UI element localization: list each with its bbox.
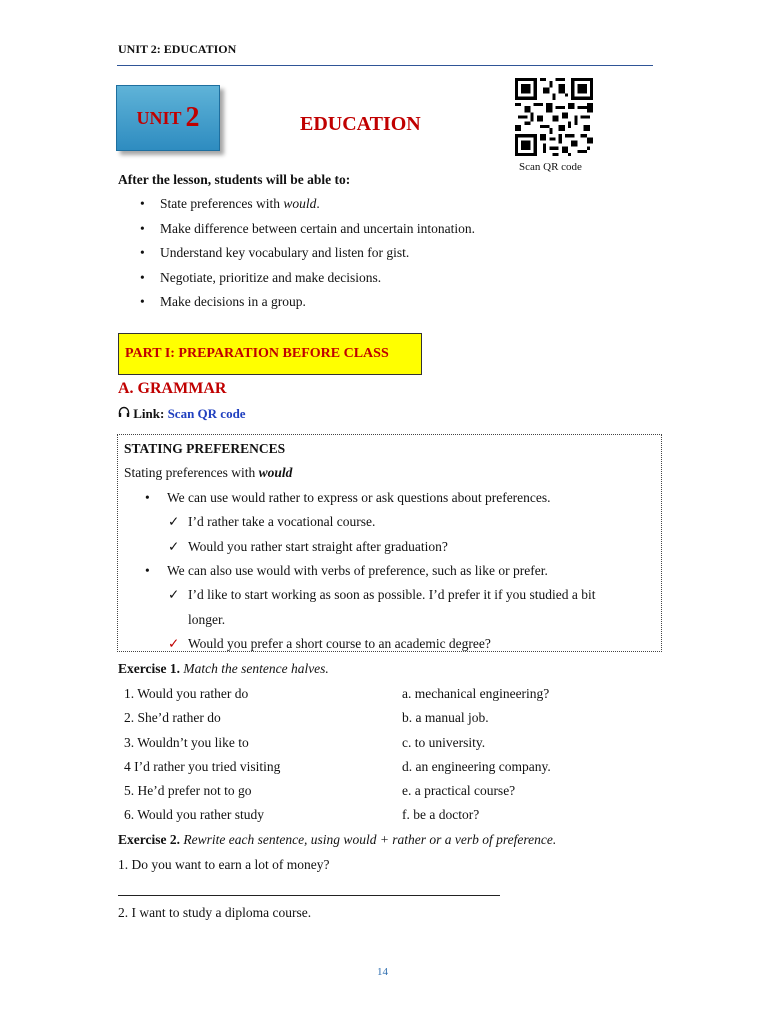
objectives-intro: After the lesson, students will be able to: [118, 172, 351, 187]
objective-text: State preferences with would. [160, 196, 320, 211]
exercise-2-question: 2. I want to study a diploma course. [118, 905, 312, 920]
exercise-1-left-item: 4 I’d rather you tried visiting [124, 759, 281, 774]
grammar-subtitle-emphasis: would [258, 465, 293, 480]
exercise-2-question: 1. Do you want to earn a lot of money? [118, 857, 330, 872]
objectives-list [140, 192, 475, 315]
grammar-subtitle-plain: Stating preferences with [124, 465, 259, 480]
exercise-1-heading [118, 661, 329, 677]
grammar-example-2: ✓ Would you rather start straight after graduation? [188, 539, 448, 555]
grammar-example-3-continued: longer. [188, 612, 226, 627]
objective-text: Make decisions in a group. [160, 294, 306, 309]
exercise-1-left-item: 2. She’d rather do [124, 710, 221, 725]
unit-badge [116, 85, 220, 151]
exercise-2-instruction: Rewrite each sentence, using would + rather or a verb of preference. [183, 832, 557, 847]
objective-emphasis: would [283, 196, 317, 211]
exercise-1-right-item: a. mechanical engineering? [402, 686, 550, 701]
objective-item [140, 290, 475, 315]
qr-caption: Scan QR code [519, 161, 582, 173]
answer-line[interactable] [118, 895, 500, 896]
part-label-text: PART I: PREPARATION BEFORE CLASS [125, 346, 389, 361]
exercise-1-left-item: 6. Would you rather study [124, 807, 265, 822]
exercise-2-heading [118, 832, 556, 848]
grammar-point-1: • We can use would rather to express or ask questions about preferences. [167, 490, 551, 506]
unit-badge-word: UNIT [136, 107, 182, 128]
exercise-1-instruction: Match the sentence halves. [183, 661, 329, 676]
headphones-icon [118, 406, 130, 422]
section-heading: A. GRAMMAR [118, 380, 227, 397]
grammar-example-4: ✓ Would you prefer a short course to an academic degree? [188, 636, 491, 652]
exercise-1-left-item: 1. Would you rather do [124, 686, 249, 701]
running-header: UNIT 2: EDUCATION [118, 42, 237, 56]
qr-link[interactable]: Scan QR code [167, 406, 246, 421]
qr-code-icon[interactable] [515, 78, 593, 156]
exercise-1-right-item: e. a practical course? [402, 783, 516, 798]
exercise-2-label: Exercise 2. [118, 832, 180, 847]
objective-text: Understand key vocabulary and listen for gist. [160, 245, 410, 260]
objective-item [140, 241, 475, 266]
exercise-1-right-item: f. be a doctor? [402, 807, 480, 822]
link-label: Link: [133, 406, 165, 421]
exercise-1-left-item: 3. Wouldn’t you like to [124, 735, 249, 750]
objective-text: Negotiate, prioritize and make decisions. [160, 269, 382, 285]
exercise-1-right-item: d. an engineering company. [402, 759, 551, 774]
link-line [118, 406, 246, 422]
objective-item [140, 192, 475, 217]
page-title: EDUCATION [300, 113, 421, 135]
objective-text: Make difference between certain and uncertain intonation. [160, 220, 475, 236]
objective-item [140, 266, 475, 291]
objective-item [140, 217, 475, 242]
part-label [118, 333, 422, 375]
grammar-box-subtitle [124, 465, 292, 481]
grammar-example-1: ✓ I’d rather take a vocational course. [188, 514, 375, 530]
exercise-1-label: Exercise 1. [118, 661, 180, 676]
header-rule [117, 65, 653, 66]
grammar-box-title: STATING PREFERENCES [124, 441, 286, 456]
exercise-1-right-item: b. a manual job. [402, 710, 489, 725]
exercise-1-right-item: c. to university. [402, 735, 486, 750]
unit-badge-number: 2 [185, 102, 200, 133]
page-number: 14 [377, 966, 388, 978]
grammar-point-2: • We can also use would with verbs of preference, such as like or prefer. [167, 563, 548, 579]
exercise-1-left-item: 5. He’d prefer not to go [124, 783, 252, 798]
grammar-example-3: ✓ I’d like to start working as soon as possible. I’d prefer it if you studied a bit [188, 587, 596, 603]
